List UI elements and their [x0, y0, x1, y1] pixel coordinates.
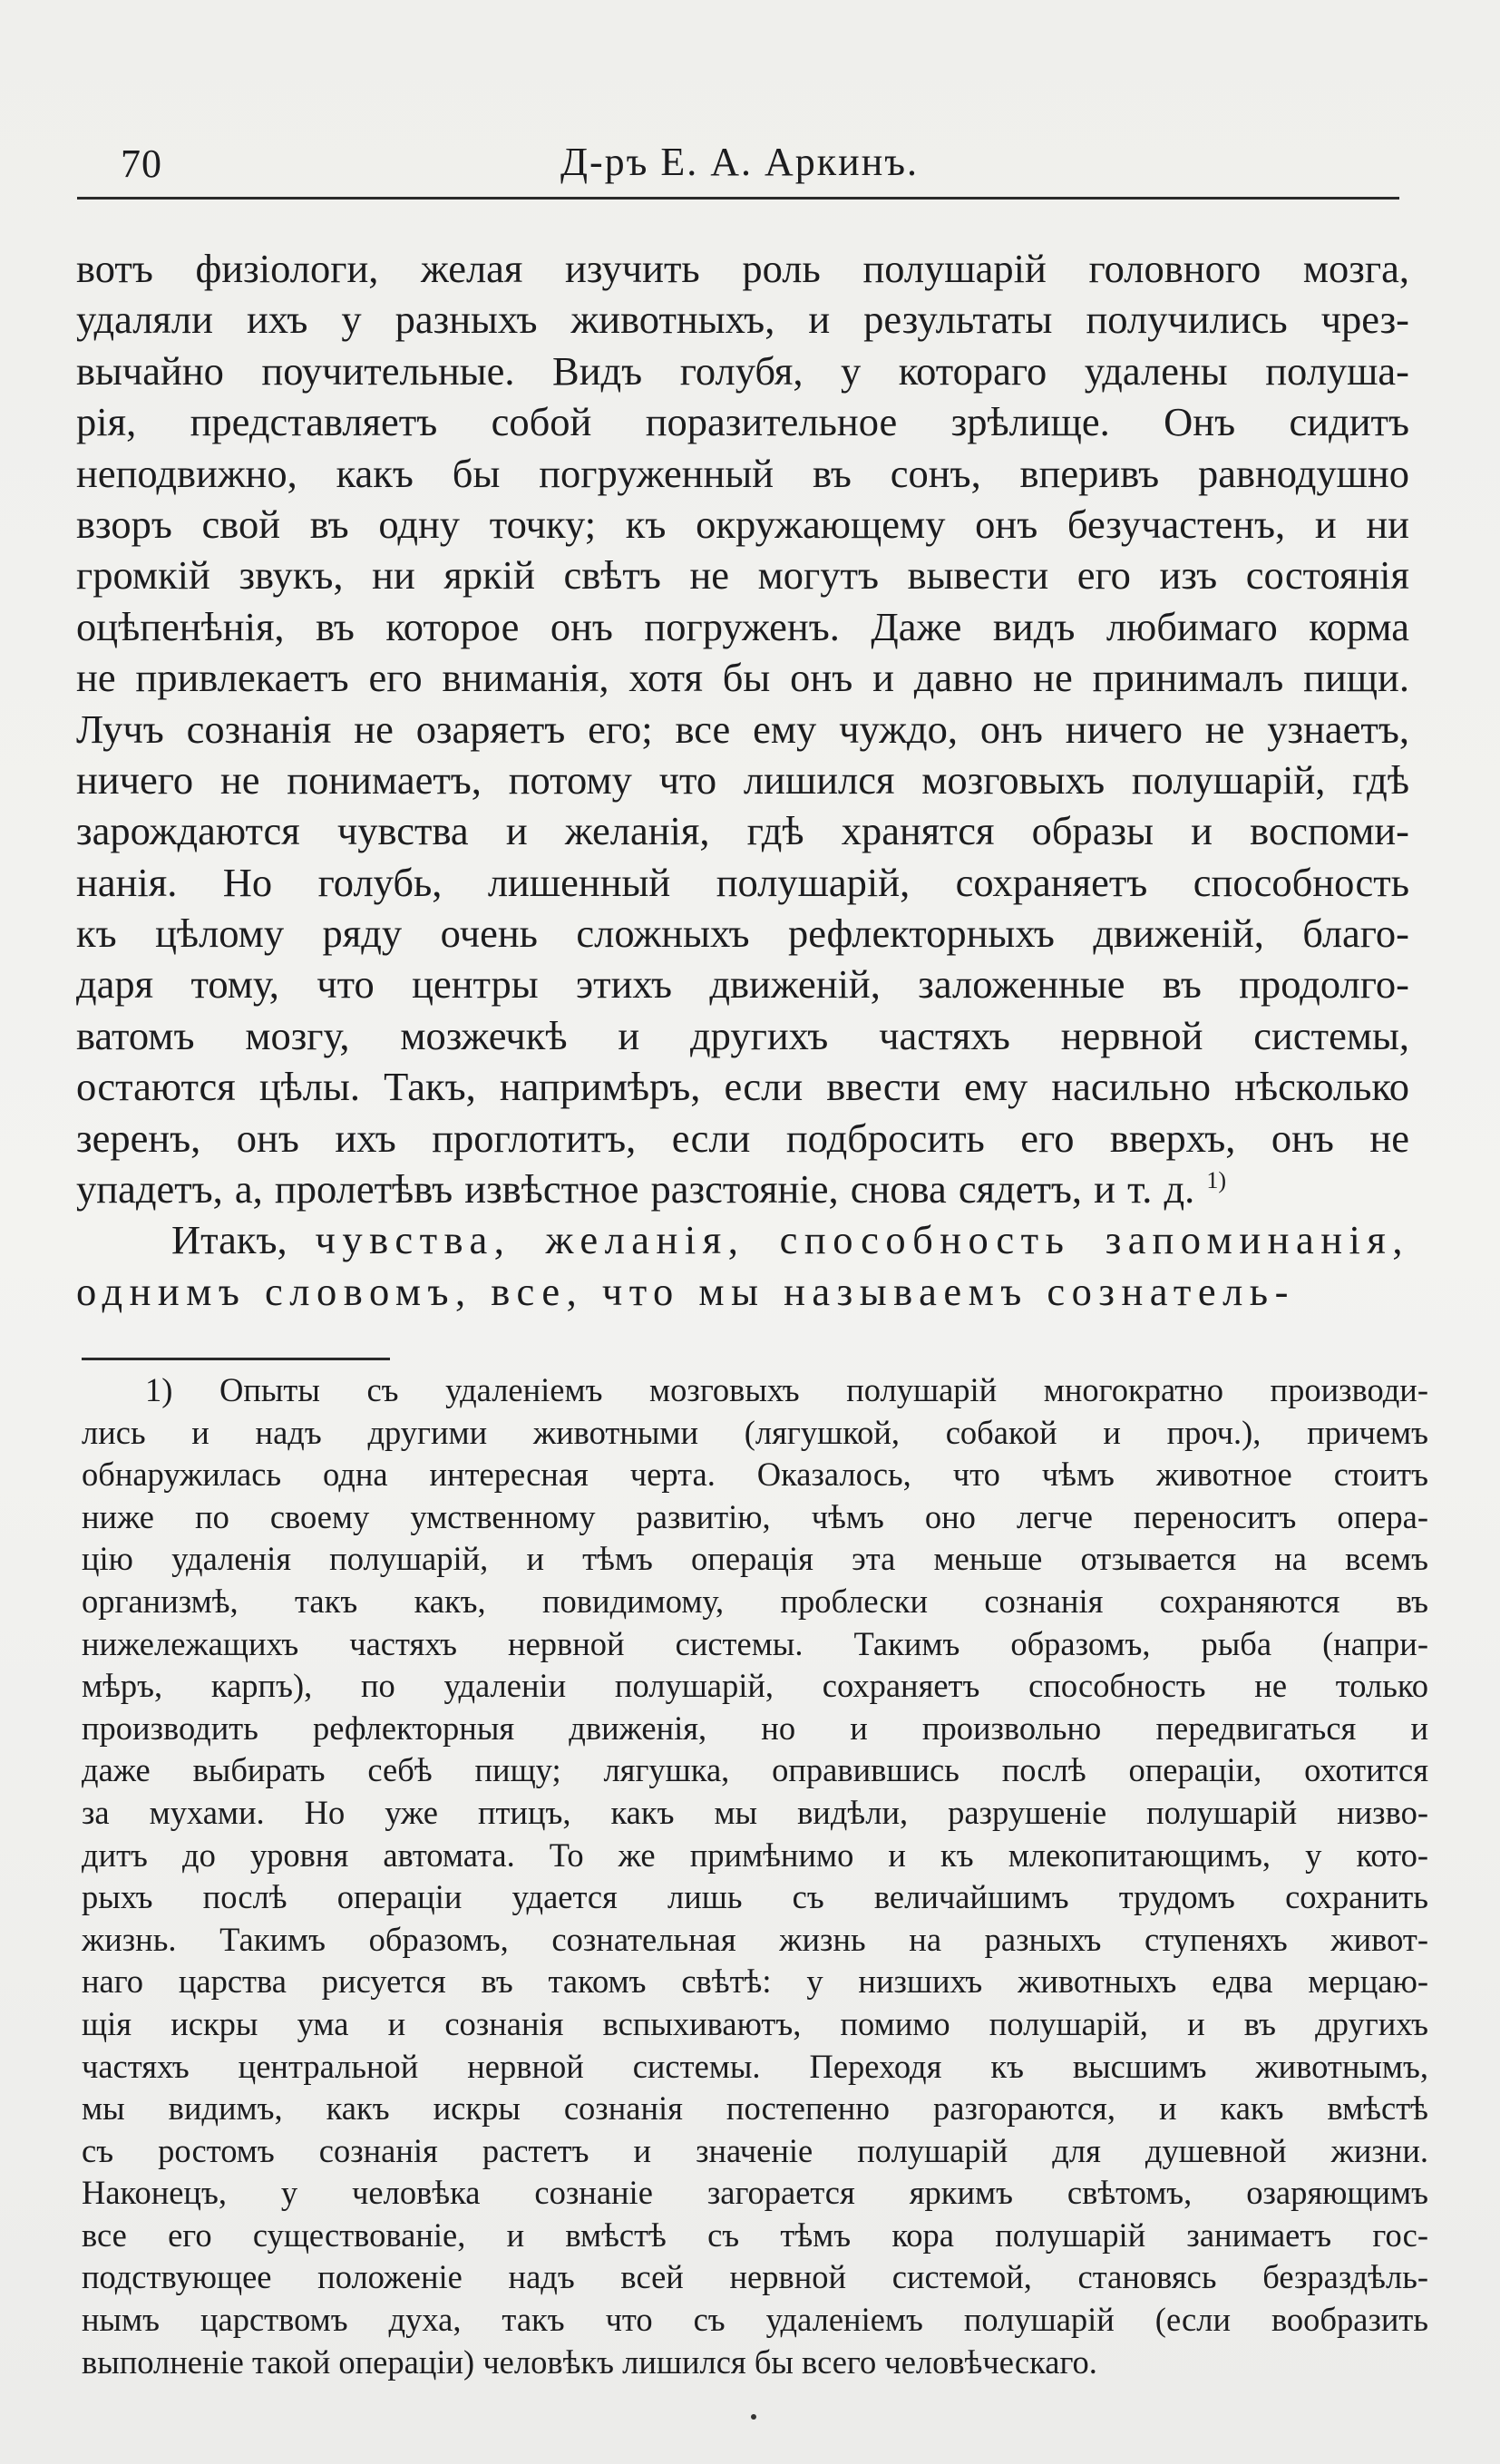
page-number: 70	[121, 141, 162, 186]
text-line: ничего не понимаетъ, потому что лишился мозговыхъ полушарiй, гдѣ	[76, 756, 1409, 803]
text-line: не привлекаетъ его вниманiя, хотя бы онъ и давно не принималъ пищи.	[76, 655, 1409, 701]
footnote-line: съ ростомъ сознанiя растетъ и значенiе полушарiй для душевной жизни.	[82, 2131, 1428, 2169]
footnote-line: нымъ царствомъ духа, такъ что съ удаленiемъ полушарiй (если вообразить	[82, 2301, 1428, 2339]
emphasized-line: однимъ словомъ, все, что мы называемъ сознатель-	[76, 1268, 1295, 1314]
text-line: взоръ свой въ одну точку; къ окружающему онъ безучастенъ, и ни	[76, 501, 1409, 547]
text-line: ватомъ мозгу, мозжечкѣ и другихъ частяхъ нервной системы,	[76, 1012, 1409, 1058]
footnote-line: производить рефлекторныя движенiя, но и произвольно передвигаться и	[82, 1709, 1428, 1747]
footnote-line: лись и надъ другими животными (лягушкой, собакой и проч.), причемъ	[82, 1413, 1428, 1451]
footnote-line: дитъ до уровня автомата. То же примѣнимо и къ млекопитающимъ, у кото-	[82, 1836, 1428, 1874]
text-line: нанiя. Но голубь, лишенный полушарiй, сохраняетъ способность	[76, 859, 1409, 905]
text-line: остаются цѣлы. Такъ, напримѣръ, если ввести ему насильно нѣсколько	[76, 1064, 1409, 1110]
text-line: зарождаются чувства и желанiя, гдѣ хранятся образы и воспоми-	[76, 808, 1409, 854]
footnote-line: цiю удаленiя полушарiй, и тѣмъ операцiя эта меньше отзывается на всемъ	[82, 1540, 1428, 1578]
print-mark	[751, 2414, 756, 2420]
footnote	[82, 1369, 1428, 2383]
footnote-line: щiя искры ума и сознанiя вспыхиваютъ, помимо полушарiй, и въ другихъ	[82, 2004, 1428, 2042]
text-line: оцѣпенѣнiя, въ которое онъ погруженъ. Даже видъ любимаго корма	[76, 603, 1409, 649]
footnote-line: все его существованiе, и вмѣстѣ съ тѣмъ кора полушарiй занимаетъ гос-	[82, 2216, 1428, 2254]
footnote-line: обнаружилась одна интересная черта. Оказалось, что чѣмъ животное стоитъ	[82, 1456, 1428, 1494]
footnote-line: частяхъ центральной нервной системы. Переходя къ высшимъ животнымъ,	[82, 2047, 1428, 2085]
text-line: вычайно поучительные. Видъ голубя, у котораго удалены полуша-	[76, 347, 1409, 394]
emphasized-text: чувства, желанiя, способность запоминанiя,	[315, 1217, 1409, 1263]
footnote-line: 1) Опыты съ удаленiемъ мозговыхъ полушарiй многократно производи-	[145, 1371, 1428, 1408]
text-line-content: упадетъ, а, пролетѣвъ извѣстное разстоянiе, снова сядетъ, и т. д.	[76, 1166, 1195, 1213]
text-line: даря тому, что центры этихъ движенiй, заложенные въ продолго-	[76, 961, 1409, 1008]
text-line: зеренъ, онъ ихъ проглотитъ, если подбросить его вверхъ, онъ не	[76, 1115, 1409, 1161]
text-line: къ цѣлому ряду очень сложныхъ рефлекторныхъ движенiй, благо-	[76, 911, 1409, 957]
text-line: громкiй звукъ, ни яркiй свѣтъ не могутъ вывести его изъ состоянiя	[76, 552, 1409, 599]
paragraph-prefix: Итакъ,	[171, 1217, 316, 1263]
text-line: Лучъ сознанiя не озаряетъ его; все ему чуждо, онъ ничего не узнаетъ,	[76, 706, 1409, 752]
footnote-line: наго царства рисуется въ такомъ свѣтѣ: у низшихъ животныхъ едва мерцаю-	[82, 1962, 1428, 2001]
text-line: удаляли ихъ у разныхъ животныхъ, и результаты получились чрез-	[76, 297, 1409, 343]
footnote-line: ниже по своему умственному развитiю, чѣмъ оно легче переноситъ опера-	[82, 1497, 1428, 1535]
main-text	[76, 243, 1409, 1317]
footnote-line: даже выбирать себѣ пищу; лягушка, оправившись послѣ операцiи, охотится	[82, 1751, 1428, 1789]
text-line: рiя, представляетъ собой поразительное зрѣлище. Онъ сидитъ	[76, 399, 1409, 445]
footnote-line: жизнь. Такимъ образомъ, сознательная жизнь на разныхъ ступеняхъ живот-	[82, 1920, 1428, 1958]
running-head: Д-ръ Е. А. Аркинъ.	[560, 140, 920, 184]
footnote-line: мы видимъ, какъ искры сознанiя постепенно разгораются, и какъ вмѣстѣ	[82, 2089, 1428, 2128]
text-line: вотъ физiологи, желая изучить роль полушарiй головного мозга,	[76, 246, 1409, 291]
footnote-line: организмѣ, такъ какъ, повидимому, проблески сознанiя сохраняются въ	[82, 1582, 1428, 1620]
paragraph-start-line	[76, 1214, 1409, 1265]
header-rule	[77, 197, 1399, 200]
text-line	[76, 1164, 1409, 1214]
footnote-line: нижележащихъ частяхъ нервной системы. Такимъ образомъ, рыба (напри-	[82, 1624, 1428, 1662]
footnote-reference[interactable]: 1)	[1206, 1167, 1227, 1194]
footnote-line: рыхъ послѣ операцiи удается лишь съ величайшимъ трудомъ сохранить	[82, 1878, 1428, 1916]
footnote-rule	[82, 1358, 390, 1360]
page-header	[80, 131, 1399, 197]
footnote-line: подствующее положенiе надъ всей нервной системой, становясь безраздѣль-	[82, 2258, 1428, 2296]
footnote-line: за мухами. Но уже птицъ, какъ мы видѣли, разрушенiе полушарiй низво-	[82, 1793, 1428, 1831]
text-line: неподвижно, какъ бы погруженный въ сонъ, вперивъ равнодушно	[76, 450, 1409, 496]
footnote-line: Наконецъ, у человѣка сознанiе загорается яркимъ свѣтомъ, озаряющимъ	[82, 2174, 1428, 2212]
footnote-line: выполненiе такой операцiи) человѣкъ лишился бы всего человѣческаго.	[82, 2342, 1097, 2381]
footnote-line: мѣръ, карпъ), по удаленiи полушарiй, сохраняетъ способность не только	[82, 1667, 1428, 1705]
